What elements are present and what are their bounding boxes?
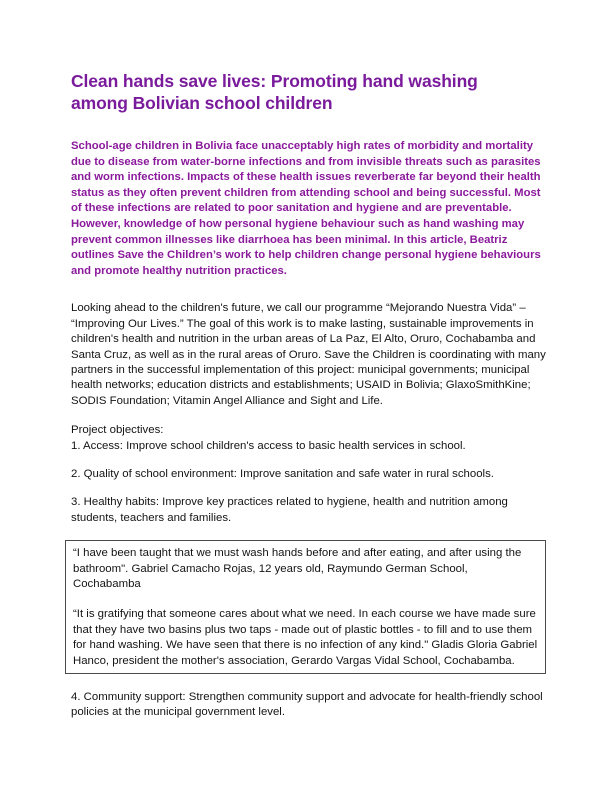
objective-item-3: 3. Healthy habits: Improve key practices related to hygiene, health and nutrition among students, teachers and families.	[71, 496, 508, 524]
intro-paragraph: Looking ahead to the children's future, we call our programme “Mejorando Nuestra Vida” – “Improving Our Lives.” The goal of this work is to make lasting, sustainable improvements in children's health and nutrition in the urban areas of La Paz, El Alto, Oruro, Cochabamba and Santa Cruz, as well as in the rural areas of Oruro. Save the Children is coordinating with many partners in the successful implementation of this project: municipal governments; municipal health networks; education districts and establishments; USAID in Bolivia; GlaxoSmithKine; SODIS Foundation; Vitamin Angel Alliance and Sight and Life.	[71, 302, 546, 407]
objective-item-2: 2. Quality of school environment: Improve sanitation and safe water in rural schools.	[71, 468, 494, 480]
project-objectives-list	[71, 423, 549, 526]
standfirst-summary: School-age children in Bolivia face unacceptably high rates of morbidity and mortality due to disease from water-borne infections and from invisible threats such as parasites and worm infections. Impacts of these health issues reverberate far beyond their health status as they often prevent children from attending school and being successful. Most of these infections are related to poor sanitation and hygiene and are preventable. However, knowledge of how personal hygiene behaviour such as hand washing may prevent common illnesses like diarrhoea has been minimal. In this article, Beatriz outlines Save the Children’s work to help children change personal hygiene behaviours and promote healthy nutrition practices.	[71, 140, 541, 277]
testimonial-quote-1: “I have been taught that we must wash hands before and after eating, and after using the bathroom". Gabriel Camacho Rojas, 12 years old, Raymundo German School, Cochabamba	[73, 547, 522, 591]
testimonial-quote-2: “It is gratifying that someone cares about what we need. In each course we have made sure that they have two basins plus two taps - made out of plastic bottles - to fill and to use them for hand washing. We have seen that there is no infection of any kind." Gladis Gloria Gabriel Hanco, president the mother's association, Gerardo Vargas Vidal School, Cochabamba.	[73, 608, 538, 667]
document-content	[71, 70, 549, 721]
objective-item-4: 4. Community support: Strengthen community support and advocate for health-friendly school policies at the municipal government level.	[71, 691, 543, 719]
objective-item-1: 1. Access: Improve school children's access to basic health services in school.	[71, 439, 466, 452]
objectives-heading: Project objectives:	[71, 424, 164, 437]
page-title: Clean hands save lives: Promoting hand washing among Bolivian school children	[71, 71, 478, 113]
testimonial-box	[65, 540, 546, 674]
